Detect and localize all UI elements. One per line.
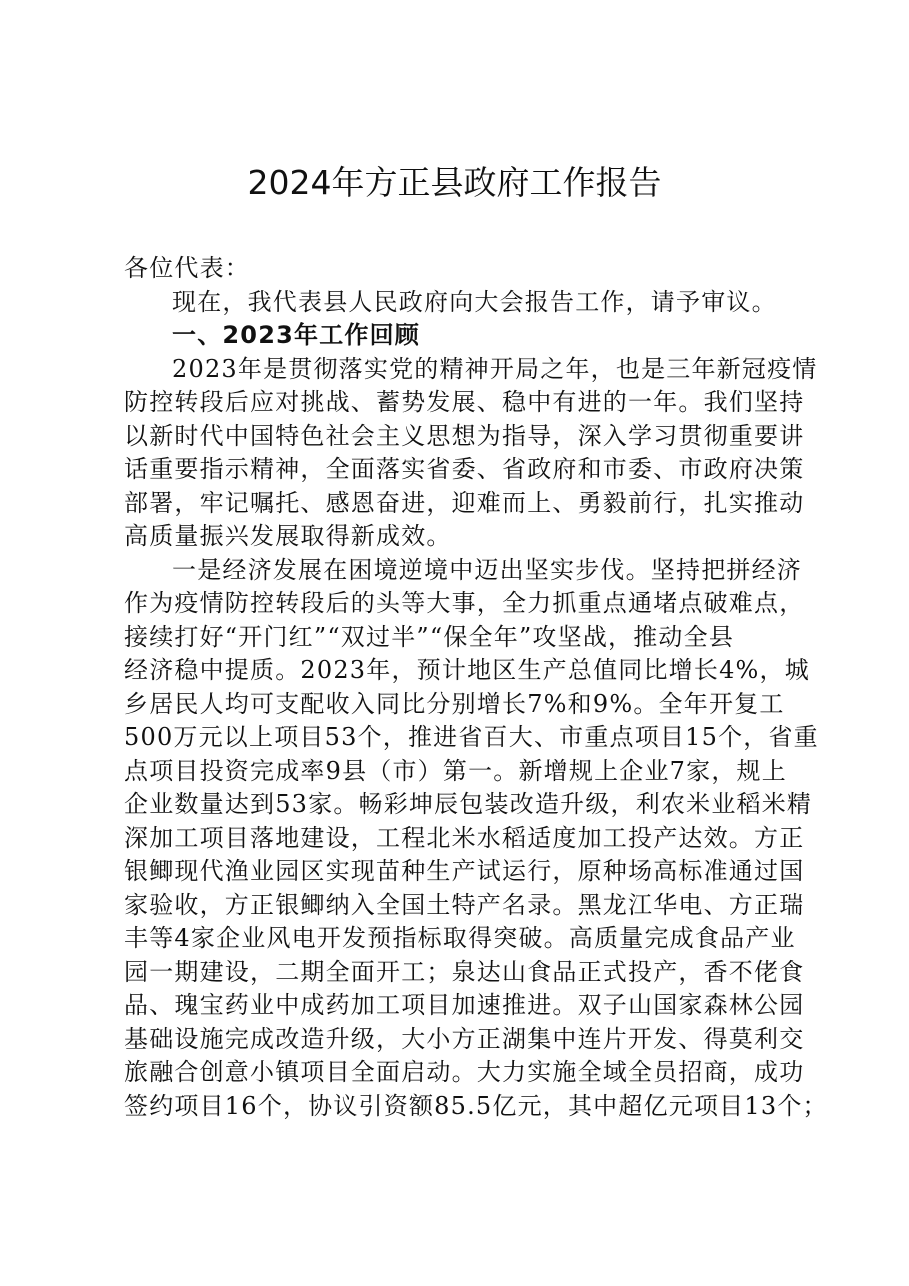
paragraph-line: 丰等4家企业风电开发预指标取得突破。高质量完成食品产业 xyxy=(124,924,796,952)
document-body xyxy=(124,252,828,1123)
paragraph-line: 以新时代中国特色社会主义思想为指导，深入学习贯彻重要讲 xyxy=(124,421,805,450)
paragraph-line: 接续打好“开门红”“双过半”“保全年”攻坚战，推动全县 xyxy=(124,622,735,651)
paragraph-line: 话重要指示精神，全面落实省委、省政府和市委、市政府决策 xyxy=(124,455,805,483)
paragraph-line: 防控转段后应对挑战、蓄势发展、稳中有进的一年。我们坚持 xyxy=(124,388,805,416)
paragraph-line: 2023年是贯彻落实党的精神开局之年，也是三年新冠疫情 xyxy=(172,354,818,383)
paragraph-line: 品、瑰宝药业中成药加工项目加速推进。双子山国家森林公园 xyxy=(124,991,805,1019)
document-title: 2024年方正县政府工作报告 xyxy=(247,163,662,202)
paragraph-line: 家验收，方正银鲫纳入全国土特产名录。黑龙江华电、方正瑞 xyxy=(124,890,805,919)
paragraph-line: 经济稳中提质。2023年，预计地区生产总值同比增长4%，城 xyxy=(124,656,810,684)
paragraph-line: 旅融合创意小镇项目全面启动。大力实施全域全员招商，成功 xyxy=(124,1058,805,1086)
paragraph-line: 部署，牢记嘱托、感恩奋进，迎难而上、勇毅前行，扎实推动 xyxy=(124,488,805,517)
paragraph-line: 企业数量达到53家。畅彩坤辰包装改造升级，利农米业稻米精 xyxy=(124,790,813,818)
paragraph-line: 高质量振兴发展取得新成效。 xyxy=(124,522,452,550)
paragraph-line: 签约项目16个，协议引资额85.5亿元，其中超亿元项目13个； xyxy=(124,1091,828,1120)
paragraph-line: 深加工项目落地建设，工程北米水稻适度加工投产达效。方正 xyxy=(124,823,805,852)
paragraph-line: 点项目投资完成率9县（市）第一。新增规上企业7家，规上 xyxy=(124,756,787,785)
paragraph-line: 银鲫现代渔业园区实现苗种生产试运行，原种场高标准通过国 xyxy=(124,857,805,885)
paragraph-line: 基础设施完成改造升级，大小方正湖集中连片开发、得莫利交 xyxy=(124,1024,805,1053)
paragraph-line: 园一期建设，二期全面开工；泉达山食品正式投产，香不佬食 xyxy=(124,957,805,986)
paragraph-line: 作为疫情防控转段后的头等大事，全力抓重点通堵点破难点， xyxy=(124,589,805,617)
paragraph-line: 500万元以上项目53个，推进省百大、市重点项目15个，省重 xyxy=(124,723,819,751)
section-heading: 一、2023年工作回顾 xyxy=(172,321,420,349)
paragraph-line: 一是经济发展在困境逆境中迈出坚实步伐。坚持把拼经济 xyxy=(172,555,802,584)
intro-paragraph: 现在，我代表县人民政府向大会报告工作，请予审议。 xyxy=(172,287,777,316)
paragraph-line: 乡居民人均可支配收入同比分别增长7%和9%。全年开复工 xyxy=(124,689,785,718)
salutation: 各位代表： xyxy=(124,254,250,282)
